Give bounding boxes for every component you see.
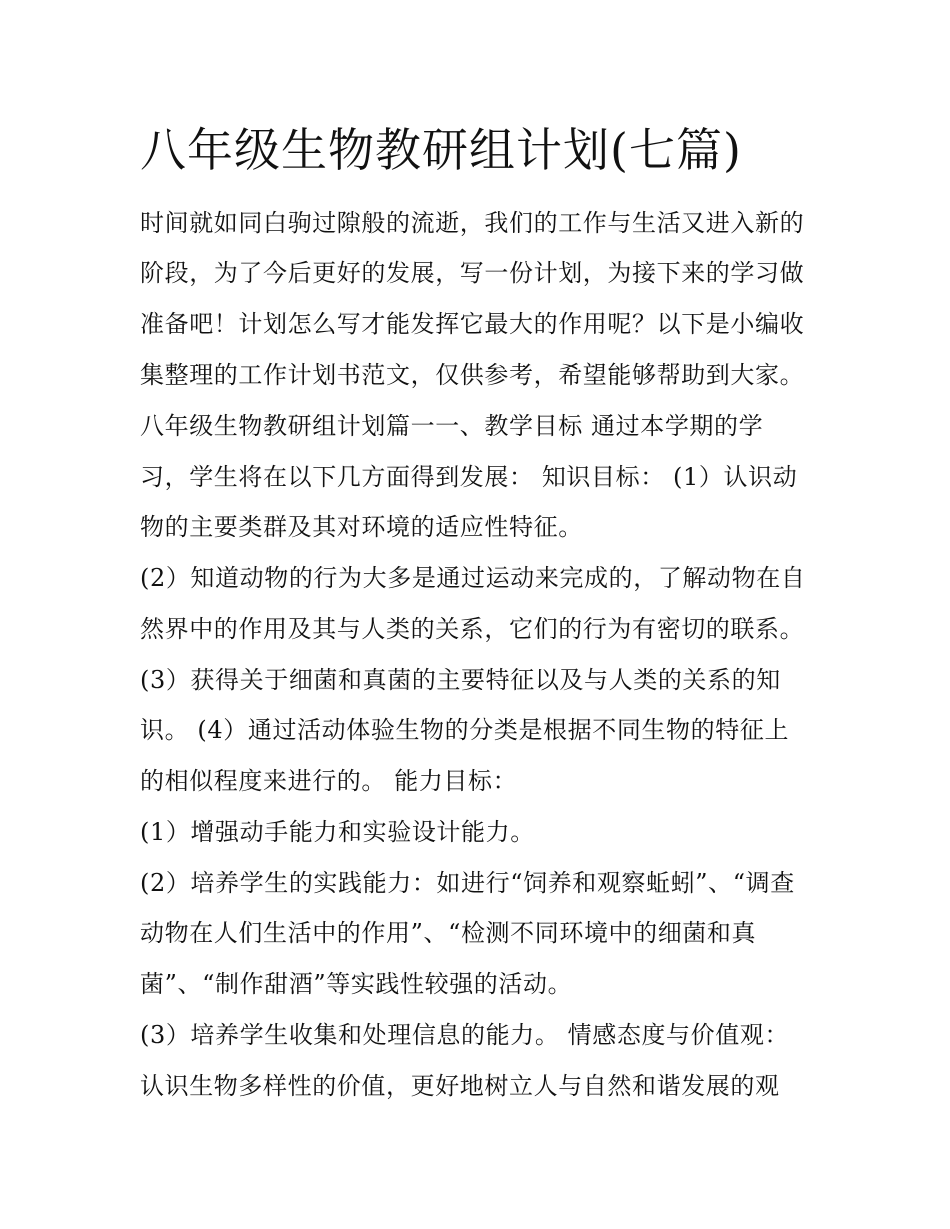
body-line: 物的主要类群及其对环境的适应性特征。 [140, 513, 583, 541]
body-line: 准备吧！计划怎么写才能发挥它最大的作用呢？以下是小编收 [140, 310, 805, 338]
body-line: (3）培养学生收集和处理信息的能力。 情感态度与价值观： [140, 1021, 790, 1049]
body-line: 菌”、“制作甜酒”等实践性较强的活动。 [140, 970, 573, 998]
body-line: (3）获得关于细菌和真菌的主要特征以及与人类的关系的知 [140, 666, 781, 694]
body-line: 时间就如同白驹过隙般的流逝，我们的工作与生活又进入新的 [140, 209, 805, 237]
body-line: (2）知道动物的行为大多是通过运动来完成的，了解动物在自 [140, 564, 806, 592]
body-line: 识。 (4）通过活动体验生物的分类是根据不同生物的特征上 [140, 716, 790, 744]
body-line: (2）培养学生的实践能力：如进行“饲养和观察蚯蚓”、“调查 [140, 869, 795, 897]
body-line: 动物在人们生活中的作用”、“检测不同环境中的细菌和真 [140, 919, 757, 947]
body-line: 然界中的作用及其与人类的关系，它们的行为有密切的联系。 [140, 615, 805, 643]
body-line: 八年级生物教研组计划篇一一、教学目标 通过本学期的学 [140, 412, 764, 440]
body-line: 习，学生将在以下几方面得到发展： 知识目标： (1）认识动 [140, 463, 798, 491]
body-line: 阶段，为了今后更好的发展，写一份计划，为接下来的学习做 [140, 259, 805, 287]
document-title: 八年级生物教研组计划(七篇) [140, 123, 742, 177]
body-line: 认识生物多样性的价值，更好地树立人与自然和谐发展的观 [140, 1072, 780, 1100]
body-line: 的相似程度来进行的。 能力目标： [140, 767, 518, 795]
body-line: 集整理的工作计划书范文，仅供参考，希望能够帮助到大家。 [140, 361, 805, 389]
body-line: (1）增强动手能力和实验设计能力。 [140, 818, 535, 846]
